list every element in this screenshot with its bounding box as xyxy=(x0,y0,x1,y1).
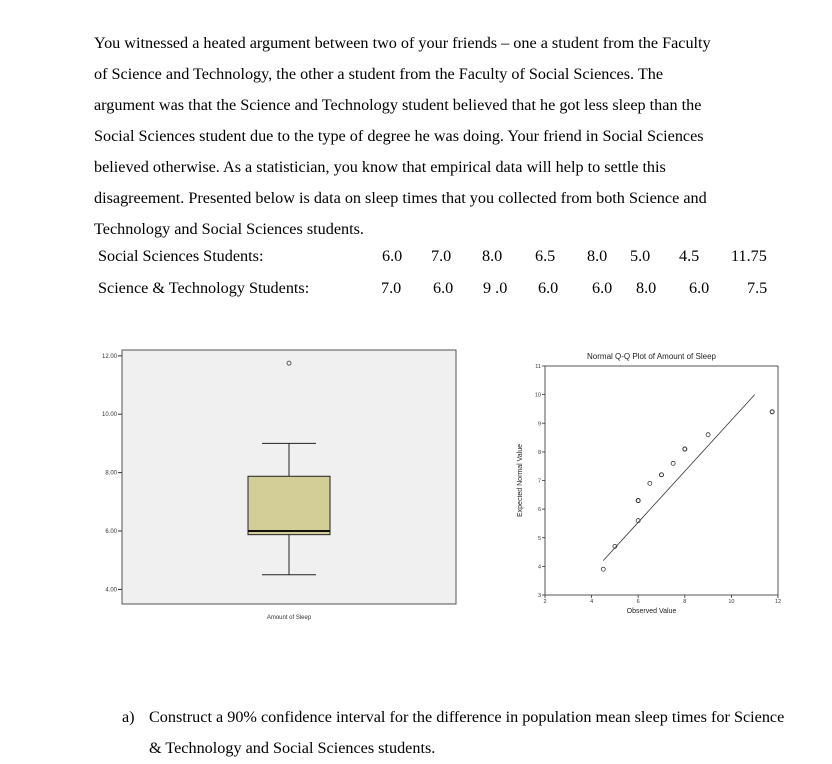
science-value: 7.5 xyxy=(747,279,768,297)
qq-ytick-label: 8 xyxy=(537,449,541,456)
qq-ytick-label: 4 xyxy=(537,564,541,571)
boxplot-xlabel: Amount of Sleep xyxy=(266,615,312,621)
qq-ytick-label: 7 xyxy=(537,478,541,485)
qq-ytick-label: 6 xyxy=(537,507,541,514)
science-value: 6.0 xyxy=(538,279,559,297)
intro-line: You witnessed a heated argument between two of your friends – one a student from the Faculty xyxy=(94,34,711,52)
social-sciences-label: Social Sciences Students: xyxy=(98,247,264,265)
boxplot-chart xyxy=(96,342,466,632)
boxplot-ytick-label: 8.00 xyxy=(105,470,117,477)
science-technology-row xyxy=(98,279,778,303)
intro-line: Social Sciences student due to the type of degree he was doing. Your friend in Social Sciences xyxy=(94,127,704,145)
qq-plot-chart xyxy=(510,345,782,620)
boxplot-ytick-label: 10.00 xyxy=(101,412,117,419)
intro-line: Technology and Social Sciences students. xyxy=(94,220,364,238)
qq-plot-svg xyxy=(510,345,782,620)
social-value: 7.0 xyxy=(431,247,452,265)
qq-xtick-label: 10 xyxy=(728,599,735,605)
question-label: a) xyxy=(122,708,135,726)
social-value: 6.0 xyxy=(382,247,403,265)
qq-ytick-label: 10 xyxy=(534,392,541,399)
intro-line: argument was that the Science and Technology student believed that he got less sleep than the xyxy=(94,96,702,114)
intro-paragraph xyxy=(94,28,774,245)
science-technology-label: Science & Technology Students: xyxy=(98,279,310,297)
boxplot-ytick-label: 6.00 xyxy=(105,529,117,536)
social-value: 8.0 xyxy=(587,247,608,265)
qq-ylabel: Expected Normal Value xyxy=(517,443,524,518)
science-value: 6.0 xyxy=(689,279,710,297)
boxplot-box xyxy=(248,476,330,534)
intro-line: of Science and Technology, the other a student from the Faculty of Social Sciences. The xyxy=(94,65,664,83)
qq-xtick-label: 2 xyxy=(543,599,547,605)
qq-title: Normal Q-Q Plot of Amount of Sleep xyxy=(587,352,716,361)
qq-xtick-label: 8 xyxy=(683,599,687,605)
intro-line: believed otherwise. As a statistician, you know that empirical data will help to settle this xyxy=(94,158,666,176)
science-value: 9 .0 xyxy=(483,279,508,297)
science-value: 6.0 xyxy=(592,279,613,297)
qq-xtick-label: 4 xyxy=(590,599,594,605)
qq-ytick-label: 9 xyxy=(537,421,541,428)
qq-ytick-label: 11 xyxy=(535,364,541,370)
qq-ytick-label: 5 xyxy=(537,535,541,542)
boxplot-ytick-label: 12.00 xyxy=(101,353,117,360)
social-sciences-row xyxy=(98,247,778,271)
boxplot-svg xyxy=(96,342,466,632)
qq-xtick-label: 12 xyxy=(774,599,782,605)
science-value: 7.0 xyxy=(381,279,402,297)
qq-frame xyxy=(545,366,778,595)
qq-ytick-label: 3 xyxy=(537,593,541,599)
social-value: 4.5 xyxy=(679,247,700,265)
social-value: 8.0 xyxy=(482,247,503,265)
social-value: 11.75 xyxy=(731,247,767,265)
science-value: 6.0 xyxy=(433,279,454,297)
science-value: 8.0 xyxy=(636,279,657,297)
qq-xtick-label: 6 xyxy=(636,599,640,605)
qq-xlabel: Observed Value xyxy=(626,608,677,615)
question-text: Construct a 90% confidence interval for the difference in population mean sleep times for Science & Technology and Social Sciences students. xyxy=(149,708,785,757)
intro-line: disagreement. Presented below is data on sleep times that you collected from both Science and xyxy=(94,189,707,207)
boxplot-ytick-label: 4.00 xyxy=(105,587,117,594)
social-value: 6.5 xyxy=(535,247,556,265)
social-value: 5.0 xyxy=(630,247,651,265)
